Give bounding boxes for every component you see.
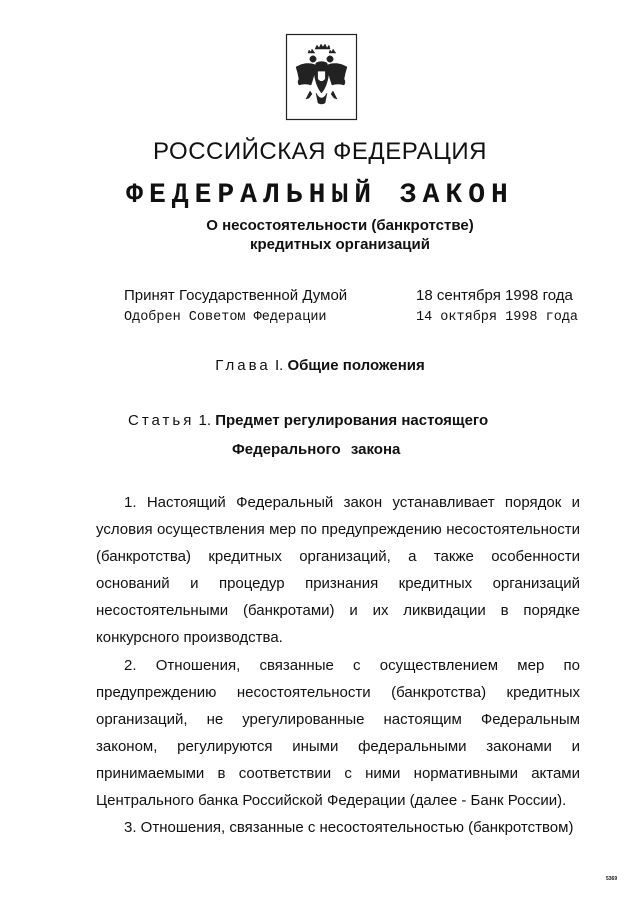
approved-label: Одобрен Советом Федерации — [124, 310, 327, 325]
law-title-line-2: кредитных организаций — [250, 236, 430, 253]
paragraph-1: 1. Настоящий Федеральный закон устанавливает порядок и условия осуществления мер по предупреждению несостоятельности (банкротства) кредитных организаций, а также особенности оснований и процедур признания кредитных организаций несостоятельными (банкротами) и их ликвидации в порядке конкурсного производства. — [96, 494, 580, 647]
adopted-date: 18 сентября 1998 года — [416, 287, 573, 304]
coat-of-arms-emblem-icon — [285, 33, 358, 121]
chapter-number: I. — [274, 357, 284, 374]
article-prefix: Статья — [128, 412, 195, 429]
law-title — [200, 216, 480, 254]
article-heading — [128, 412, 488, 429]
approved-date: 14 октября 1998 года — [416, 310, 579, 325]
chapter-heading — [0, 357, 640, 374]
article-number: 1. — [198, 412, 212, 429]
page-mark: 5369 — [606, 876, 618, 882]
paragraph-3: 3. Отношения, связанные с несостоятельностью (банкротством) — [124, 819, 574, 837]
country-heading: РОССИЙСКАЯ ФЕДЕРАЦИЯ — [153, 138, 487, 165]
article-body — [96, 489, 580, 841]
paragraph-2: 2. Отношения, связанные с осуществлением мер по предупреждению несостоятельности (банкротства) кредитных организаций, не урегулированные настоящим Федеральным законом, регулируются иными федеральными законами и принимаемыми в соответствии с ними нормативными актами Центрального банка Российской Федерации (далее - Банк России). — [96, 656, 580, 810]
law-type-heading: ФЕДЕРАЛЬНЫЙ ЗАКОН — [126, 180, 514, 211]
adopted-label: Принят Государственной Думой — [124, 287, 348, 304]
article-title-line-2: Федерального закона — [232, 441, 401, 458]
article-title-line-1: Предмет регулирования настоящего — [215, 412, 489, 429]
chapter-title: Общие положения — [287, 357, 425, 374]
chapter-prefix: Глава — [215, 357, 271, 374]
law-title-line-1: О несостоятельности (банкротстве) — [206, 217, 474, 234]
